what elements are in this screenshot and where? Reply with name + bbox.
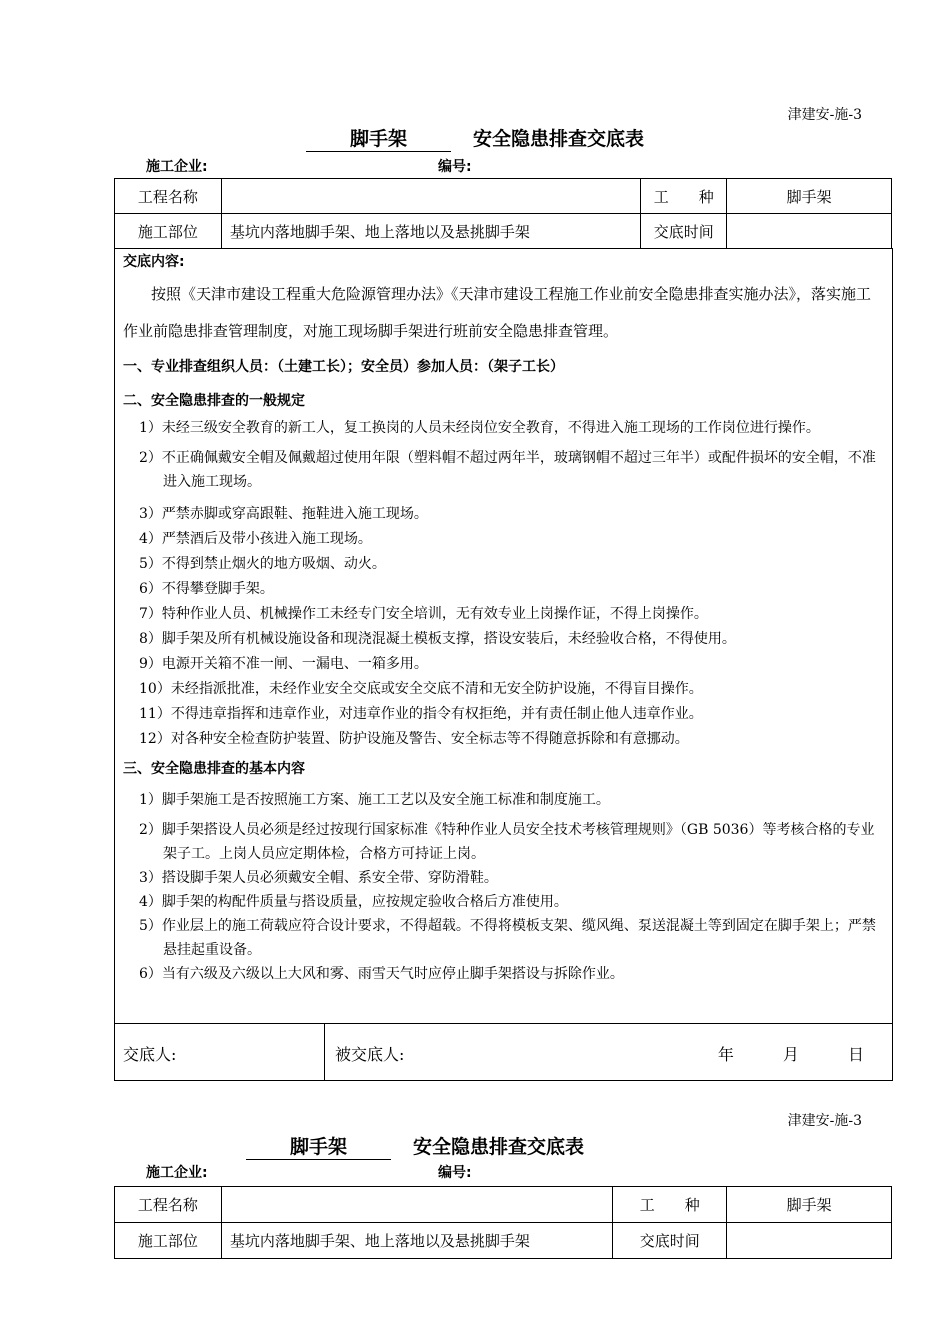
trade-value: 脚手架 [727,179,892,214]
doc-code: 津建安-施-3 [787,107,862,123]
discloser-label: 交底人: [123,1045,177,1064]
trade-label: 工 种 [641,179,727,214]
time-label-2: 交底时间 [613,1223,727,1259]
time-field[interactable] [727,214,892,249]
list-item: 2）不正确佩戴安全帽及佩戴超过使用年限（塑料帽不超过两年半，玻璃钢帽不超过三年半）或配件损坏的安全帽，不准进入施工现场。 [139,450,876,490]
header-table-2 [114,1186,892,1259]
list-item: 11）不得违章指挥和违章作业，对违章作业的指令有权拒绝，并有责任制止他人违章作业。 [139,706,703,722]
date-label: 年 月 日 [717,1045,864,1064]
contents-list [123,788,884,986]
list-item: 5）作业层上的施工荷载应符合设计要求，不得超载。不得将模板支架、缆风绳、泵送混凝土等到固定在脚手架上；严禁悬挂起重设备。 [139,918,876,958]
company-label-2: 施工企业: [146,1165,208,1181]
list-item: 1）未经三级安全教育的新工人，复工换岗的人员未经岗位安全教育，不得进入施工现场的工作岗位进行操作。 [139,420,820,436]
section1-heading: 一、专业排查组织人员：（土建工长）；安全员）参加人员：（架子工长） [123,359,564,375]
list-item: 7）特种作业人员、机械操作工未经专门安全培训，无有效专业上岗操作证，不得上岗操作。 [139,606,708,622]
project-name-field[interactable] [221,179,640,214]
list-item: 3）搭设脚手架人员必须戴安全帽、系安全带、穿防滑鞋。 [139,870,498,886]
number-label: 编号: [438,159,472,175]
content-label: 交底内容: [123,254,185,270]
location-value-2: 基坑内落地脚手架、地上落地以及悬挑脚手架 [221,1223,612,1259]
signature-row [115,1023,892,1080]
project-name-label: 工程名称 [115,179,222,214]
location-label: 施工部位 [115,214,222,249]
title-rest-2: 安全隐患排查交底表 [413,1136,585,1158]
rules-list [123,416,884,752]
list-item: 1）脚手架施工是否按照施工方案、施工工艺以及安全施工标准和制度施工。 [139,792,610,808]
signature-divider [324,1024,325,1080]
project-name-field-2[interactable] [221,1187,612,1223]
title-subject-2: 脚手架 [246,1132,391,1160]
list-item: 6）当有六级及六级以上大风和雾、雨雪天气时应停止脚手架搭设与拆除作业。 [139,966,624,982]
list-item: 3）严禁赤脚或穿高跟鞋、拖鞋进入施工现场。 [139,506,428,522]
title-rest: 安全隐患排查交底表 [473,128,645,150]
form-title-2 [0,1132,890,1160]
intro-paragraph: 按照《天津市建设工程重大危险源管理办法》《天津市建设工程施工作业前安全隐患排查实施办法》，落实施工作业前隐患排查管理制度，对施工现场脚手架进行班前安全隐患排查管理。 [123,285,872,340]
location-value: 基坑内落地脚手架、地上落地以及悬挑脚手架 [221,214,640,249]
list-item: 12）对各种安全检查防护装置、防护设施及警告、安全标志等不得随意拆除和有意挪动。 [139,731,689,747]
trade-value-2: 脚手架 [727,1187,892,1223]
content-box [114,248,893,1081]
list-item: 4）脚手架的构配件质量与搭设质量，应按规定验收合格后方准使用。 [139,894,568,910]
time-field-2[interactable] [727,1223,892,1259]
list-item: 8）脚手架及所有机械设施设备和现浇混凝土模板支撑，搭设安装后，未经验收合格，不得使用。 [139,631,736,647]
project-name-label-2: 工程名称 [115,1187,222,1223]
list-item: 5）不得到禁止烟火的地方吸烟、动火。 [139,556,386,572]
list-item: 9）电源开关箱不准一闸、一漏电、一箱多用。 [139,656,428,672]
doc-code-2: 津建安-施-3 [787,1113,862,1129]
company-label: 施工企业: [146,159,208,175]
title-subject: 脚手架 [306,124,451,152]
list-item: 4）严禁酒后及带小孩进入施工现场。 [139,531,372,547]
list-item: 10）未经指派批准，未经作业安全交底或安全交底不清和无安全防护设施，不得盲目操作。 [139,681,703,697]
number-label-2: 编号: [438,1165,472,1181]
trade-label-2: 工 种 [613,1187,727,1223]
time-label: 交底时间 [641,214,727,249]
form-title [0,124,950,152]
list-item: 6）不得攀登脚手架。 [139,581,274,597]
receiver-label: 被交底人: [335,1045,405,1064]
section2-heading: 二、安全隐患排查的一般规定 [123,393,305,409]
header-table [114,178,892,249]
location-label-2: 施工部位 [115,1223,222,1259]
list-item: 2）脚手架搭设人员必须是经过按现行国家标准《特种作业人员安全技术考核管理规则》（GB 5036）等考核合格的专业架子工。上岗人员应定期体检，合格方可持证上岗。 [139,822,875,862]
section3-heading: 三、安全隐患排查的基本内容 [123,761,305,777]
